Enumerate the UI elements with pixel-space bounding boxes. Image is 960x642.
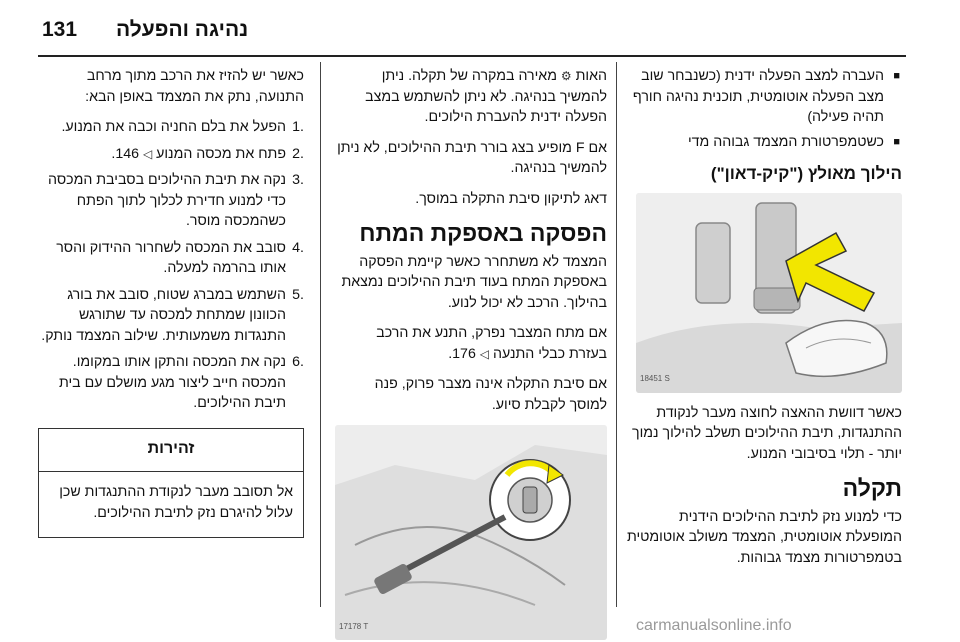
text-fragment: האות <box>571 68 607 84</box>
list-item <box>38 285 304 347</box>
step-text: סובב את המכסה לשחרור ההידוק והסר אותו בהרמה למעלה. <box>56 239 286 276</box>
text-fragment: מאירה במקרה של תקלה. ניתן להמשיך בנהיגה. לא ניתן להשתמש במצב הפעלה ידנית להעברת הילוכים. <box>365 68 607 125</box>
fault-light-paragraph <box>335 66 607 128</box>
list-item <box>38 170 304 232</box>
disengage-intro: כאשר יש להזיז את הרכב מתוך מרחב התנועה, נתק את המצמד באופן הבא: <box>85 68 304 105</box>
f-display-paragraph: אם F מופיע בצג בורר תיבת ההילוכים, לא ניתן להמשיך בנהיגה. <box>337 139 607 176</box>
text-fragment: אם מתח המצבר נפרק, התנע את הרכב בעזרת כבלי התנעה <box>376 325 607 362</box>
step-text: נקה את תיבת ההילוכים בסביבת המכסה כדי למנוע חדירת לכלוך לתוך הפתח כשהמכסה מוסר. <box>47 172 286 229</box>
bullet-text: העברה למצב הפעלה ידנית (כשנבחר שוב מצב הפעלה אוטומטית, תוכנית נהיגה חורף תהיה פעילה) <box>632 68 884 125</box>
transmission-cover-figure <box>335 425 607 640</box>
page-header <box>0 0 960 60</box>
step-number: 4. <box>292 239 304 256</box>
step-number: 1. <box>292 119 304 135</box>
column-divider-left <box>320 62 321 607</box>
figure-code: 17178 T <box>339 621 369 631</box>
power-paragraph-1: המצמד לא משתחרר כאשר קיימת הפסקה באספקת המתח בעוד תיבת ההילוכים נמצאת בהילוך. הרכב לא יכול לנוע. <box>341 253 607 311</box>
watermark: carmanualsonline.info <box>636 617 792 634</box>
column-divider-right <box>616 62 617 607</box>
reference-arrow-icon: ◁ <box>479 346 490 361</box>
left-column <box>38 66 304 538</box>
page-title: נהיגה והפעלה <box>116 18 249 41</box>
kickdown-pedal-figure <box>636 193 902 393</box>
page-number: 131 <box>42 18 78 41</box>
text-fragment: 176. <box>448 345 480 362</box>
step-number: 3. <box>292 172 304 188</box>
step-text: הפעל את בלם החניה וכבה את המנוע. <box>61 119 286 135</box>
bullet-icon: ■ <box>893 70 900 82</box>
caution-box <box>38 428 304 539</box>
step-number: 2. <box>292 145 304 162</box>
step-number: 5. <box>292 286 304 303</box>
power-paragraph-2 <box>335 323 607 364</box>
transmission-illustration <box>335 425 607 640</box>
bullet-item <box>626 66 902 128</box>
caution-title: זהירות <box>39 429 303 473</box>
header-rule <box>38 55 906 57</box>
step-text: פתח את מכסה המנוע <box>152 145 286 162</box>
step-text: השתמש במברג שטוח, סובב את בורג הכוונון שמתחת למכסה עד שתורגש התנגדות משמעותית. שילוב המצמד נותק. <box>41 286 286 344</box>
kickdown-text: כאשר דוושת ההאצה לחוצה מעבר לנקודת ההתנגדות, תיבת ההילוכים תשלב להילוך נמוך יותר - תלוי בסיבובי המנוע. <box>632 404 902 462</box>
right-column <box>626 66 902 578</box>
pedal-illustration <box>636 193 902 393</box>
bullet-text: כשטמפרטורת המצמד גבוהה מדי <box>687 133 884 150</box>
bullet-item <box>626 132 902 153</box>
bullet-icon: ■ <box>893 135 900 148</box>
step-ref: 146. <box>111 145 143 162</box>
power-paragraph-3: אם סיבת התקלה אינה מצבר פרוק, פנה למוסך לקבלת סיוע. <box>374 376 607 413</box>
caution-text: אל תסובב מעבר לנקודת ההתנגדות שכן עלול להיגרם נזק לתיבת ההילוכים. <box>59 484 293 521</box>
list-item <box>38 352 304 414</box>
steps-list <box>38 117 304 414</box>
service-paragraph: דאג לתיקון סיבת התקלה במוסך. <box>415 190 607 207</box>
step-text: נקה את המכסה והתקן אותו במקומו. המכסה חייב ליצור מגע מושלם עם בית תיבת ההילוכים. <box>58 354 286 411</box>
list-item <box>38 117 304 138</box>
list-item <box>38 238 304 279</box>
reference-arrow-icon: ◁ <box>142 146 153 161</box>
gear-warning-icon: ⚙ <box>560 69 572 83</box>
list-item <box>38 144 304 165</box>
step-number: 6. <box>292 354 304 370</box>
kickdown-heading: הילוך מאולץ ("קיק-דאון") <box>710 164 902 183</box>
power-interruption-heading: הפסקה באספקת המתח <box>359 220 607 246</box>
fault-text: כדי למנוע נזק לתיבת ההילוכים הידנית המופעלת אוטומטית, המצמד משולב אוטומטית בטמפרטורות מצמד גבוהות. <box>626 508 902 566</box>
middle-column <box>335 66 607 642</box>
figure-code: 18451 S <box>640 374 670 383</box>
fault-heading: תקלה <box>842 475 902 501</box>
